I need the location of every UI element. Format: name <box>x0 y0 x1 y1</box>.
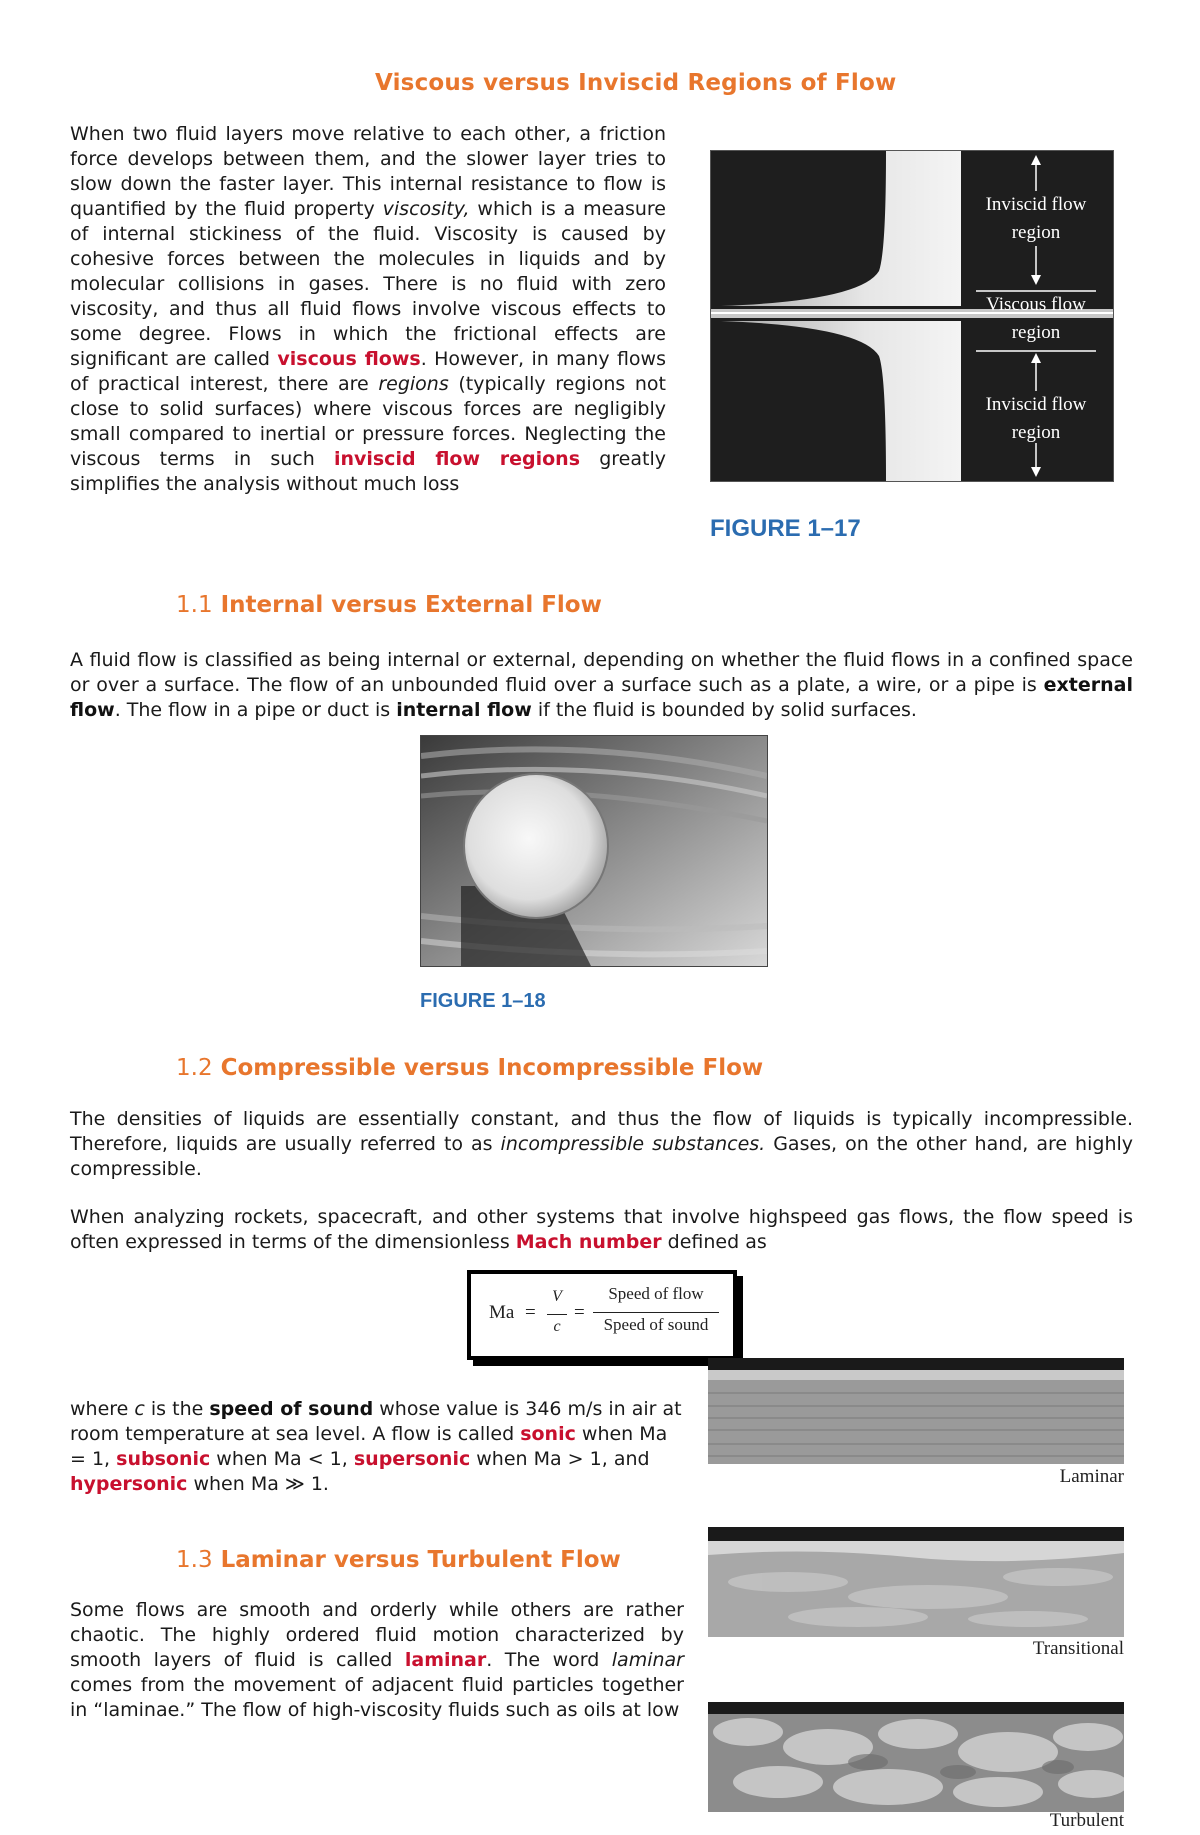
mach-number-formula <box>467 1270 737 1360</box>
laminar-flow-illustration <box>708 1358 1124 1464</box>
paragraph-laminar: Some flows are smooth and orderly while others are rather chaotic. The highly ordered fluid motion characterized by smooth layers of fluid is called laminar. The word laminar comes from the movement of adjacent fluid particles together in “laminae.” The flow of high-viscosity fluids such as oils at low <box>70 1599 684 1721</box>
transitional-flow-illustration <box>708 1527 1124 1637</box>
section-title-laminar-turbulent: 1.3 Laminar versus Turbulent Flow <box>176 1547 621 1573</box>
formula-equals: = <box>525 1302 536 1323</box>
turbulent-flow-image <box>708 1702 1124 1812</box>
label-inviscid-top: Inviscid flow region <box>985 194 1087 243</box>
laminar-label: Laminar <box>1059 1466 1124 1487</box>
section-title-compressible: 1.2 Compressible versus Incompressible Flow <box>176 1055 764 1081</box>
cylinder-flow-illustration <box>421 736 767 966</box>
formula-lhs: Ma <box>489 1302 515 1323</box>
turbulent-flow-illustration <box>708 1702 1124 1812</box>
figure-17-caption: FIGURE 1–17 <box>710 515 861 542</box>
paragraph-compressible-1: The densities of liquids are essentially constant, and thus the flow of liquids is typically incompressible. Therefore, liquids are usually referred to as incompressible substances. Gases, on the other hand, are highly compressible. <box>70 1108 1134 1180</box>
formula-text-num: Speed of flow <box>608 1284 704 1303</box>
paragraph-mach-regimes: where c is the speed of sound whose value is 346 m/s in air at room temperature at sea level. A flow is called sonic when Ma = 1, subsonic when Ma < 1, supersonic when Ma > 1, and hypersonic when Ma ≫ 1. <box>70 1398 682 1495</box>
paragraph-viscosity: When two fluid layers move relative to each other, a friction force develops between them, and the slower layer tries to slow down the faster layer. This internal resistance to flow is quantified by the fluid property viscosity, which is a measure of internal stickiness of the fluid. Viscosity is caused by cohesive forces between the molecules in liquids and by molecular collisions in gases. There is no fluid with zero viscosity, and thus all fluid flows involve viscous effects to some degree. Flows in which the frictional effects are significant are called viscous flows. However, in many flows of practical interest, there are regions (typically regions not close to solid surfaces) where viscous forces are negligibly small compared to inertial or pressure forces. Neglecting the viscous terms in such inviscid flow regions greatly simplifies the analysis without much loss <box>70 123 666 495</box>
section-title-viscous-inviscid: Viscous versus Inviscid Regions of Flow <box>375 70 897 96</box>
paragraph-compressible-2: When analyzing rockets, spacecraft, and other systems that involve highspeed gas flows, the flow speed is often expressed in terms of the dimensionless Mach number defined as <box>70 1206 1133 1253</box>
formula-frac-den: c <box>553 1318 561 1335</box>
label-inviscid-bottom: Inviscid flow region <box>985 394 1087 443</box>
laminar-flow-image <box>708 1358 1124 1464</box>
paragraph-internal-external: A fluid flow is classified as being internal or external, depending on whether the fluid flows in a confined space or over a surface. The flow of an unbounded fluid over a surface such as a plate, a wire, or a pipe is external flow. The flow in a pipe or duct is internal flow if the fluid is bounded by solid surfaces. <box>70 649 1133 721</box>
transitional-label: Transitional <box>1032 1638 1124 1659</box>
figure-17-image <box>710 150 1114 482</box>
transitional-flow-image <box>708 1527 1124 1637</box>
turbulent-label: Turbulent <box>1049 1810 1124 1831</box>
formula-frac-num: V <box>552 1288 562 1305</box>
label-viscous-region: Viscous flow region <box>986 294 1086 343</box>
formula-text-den: Speed of sound <box>603 1315 709 1334</box>
figure-18-image <box>420 735 768 967</box>
formula-equals-2: = <box>574 1302 585 1323</box>
figure-18-caption: FIGURE 1–18 <box>420 990 546 1012</box>
section-title-internal-external: 1.1 Internal versus External Flow <box>176 592 602 618</box>
